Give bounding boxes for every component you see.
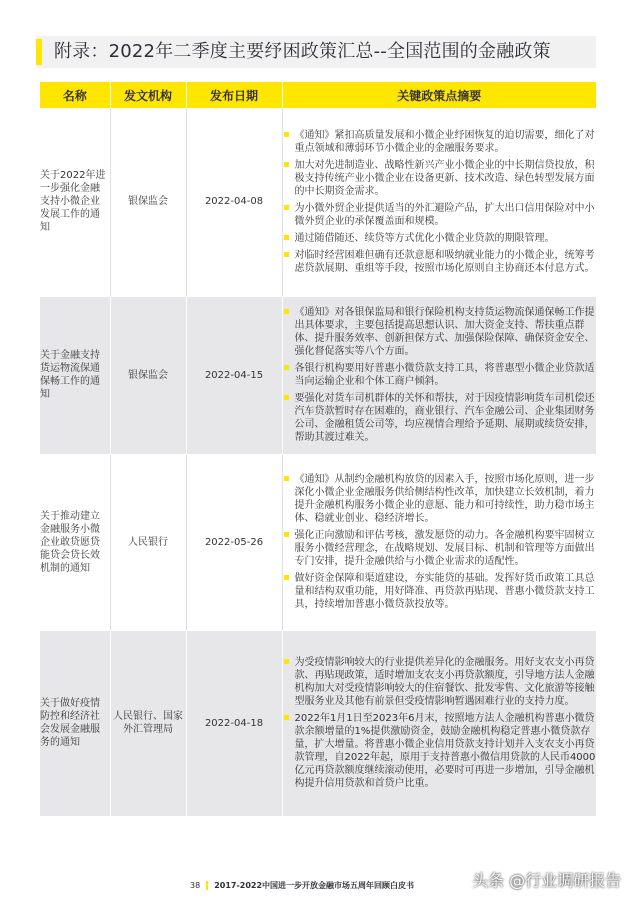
release-date: 2022-04-18 xyxy=(186,630,282,816)
summary-point: 2022年1月1日至2023年6月末，按照地方法人金融机构普惠小微贷款余额增量的1%提供激励资金，鼓励金融机构稳定普惠小微贷款存量，扩大增量。将普惠小微企业信用贷款支持计划并入支农支小再贷款管理，自2022年起，原用于支持普惠小微信用贷款的人民币4000亿元再贷款额度继续滚动使用，必要时可再进一步增加，引导金融机构提升信用贷款和首贷户比重。 xyxy=(283,712,597,790)
summary-point: 强化正向激励和评估考核，激发愿贷的动力。各金融机构要牢固树立服务小微经营理念，在战略规划、发展目标、机制和管理等方面做出专门安排，提升金融供给与小微企业需求的适配性。 xyxy=(283,529,597,568)
summary-point: 加大对先进制造业、战略性新兴产业小微企业的中长期信贷投放，积极支持传统产业小微企业在设备更新、技术改造、绿色转型发展方面的中长期资金需求。 xyxy=(283,159,597,198)
bullet-square-icon xyxy=(284,575,289,580)
header-name: 名称 xyxy=(40,82,110,108)
bullet-square-icon xyxy=(284,162,289,167)
policy-summary xyxy=(282,108,596,296)
summary-point: 做好资金保障和渠道建设，夯实能贷的基础。发挥好货币政策工具总量和结构双重功能，用好降准、再贷款再贴现、普惠小微贷款支持工具，持续增加普惠小微贷款投放等。 xyxy=(283,572,597,611)
summary-point: 对临时经营困难但确有还款意愿和吸纳就业能力的小微企业，统筹考虑贷款展期、重组等手段，按照市场化原则自主协商还本付息方式。 xyxy=(283,249,597,275)
bullet-square-icon xyxy=(284,309,289,314)
issuing-agency: 银保监会 xyxy=(110,108,186,296)
release-date: 2022-04-08 xyxy=(186,108,282,296)
bullet-square-icon xyxy=(284,715,289,720)
issuing-agency: 人民银行 xyxy=(110,454,186,630)
policy-name: 关于2022年进一步强化金融支持小微企业发展工作的通知 xyxy=(40,108,110,296)
summary-point: 各银行机构要用好普惠小微贷款支持工具，将普惠型小微企业贷款适当向运输企业和个体工商户倾斜。 xyxy=(283,362,597,388)
table-row xyxy=(40,630,596,816)
policy-summary xyxy=(282,630,596,816)
policy-table xyxy=(40,82,596,817)
bullet-square-icon xyxy=(284,659,289,664)
watermark: 头条 @行业调研报告 xyxy=(472,871,622,890)
summary-point: 为小微外贸企业提供适当的外汇避险产品，扩大出口信用保险对中小微外贸企业的承保覆盖面和规模。 xyxy=(283,202,597,228)
bullet-square-icon xyxy=(284,252,289,257)
summary-point: 为受疫情影响较大的行业提供差异化的金融服务。用好支农支小再贷款、再贴现政策，适时增加支农支小再贷款额度，引导地方法人金融机构加大对受疫情影响较大的住宿餐饮、批发零售、文化旅游等接触型服务业及其他有前景但受疫情影响暂遇困难行业的支持力度。 xyxy=(283,656,597,708)
policy-name: 关于做好疫情防控和经济社会发展金融服务的通知 xyxy=(40,630,110,816)
title-accent-bar xyxy=(36,39,42,65)
summary-list xyxy=(283,656,597,790)
bullet-square-icon xyxy=(284,395,289,400)
summary-point: 《通知》从制约金融机构放贷的因素入手，按照市场化原则，进一步深化小微企业金融服务供给侧结构性改革，加快建立长效机制，着力提升金融机构服务小微企业的意愿、能力和可持续性，助力稳市场主体、稳就业创业、稳经济增长。 xyxy=(283,473,597,525)
release-date: 2022-05-26 xyxy=(186,454,282,630)
bullet-square-icon xyxy=(284,476,289,481)
page-footer xyxy=(190,880,414,891)
summary-list xyxy=(283,306,597,444)
summary-point: 要强化对货车司机群体的关怀和帮扶，对于因疫情影响货车司机偿还汽车贷款暂时存在困难的，商业银行、汽车金融公司、企业集团财务公司、金融租赁公司等，均应视情合理给予延期、展期或续贷安排，帮助其渡过难关。 xyxy=(283,392,597,444)
footer-doc-title: 2017-2022中国进一步开放金融市场五周年回顾白皮书 xyxy=(214,881,415,890)
bullet-square-icon xyxy=(284,235,289,240)
page-number: 38 xyxy=(190,881,201,890)
summary-list xyxy=(283,129,597,275)
policy-name: 关于金融支持货运物流保通保畅工作的通知 xyxy=(40,296,110,454)
header-summary: 关键政策点摘要 xyxy=(282,82,596,108)
page-title: 附录：2022年二季度主要纾困政策汇总--全国范围的金融政策 xyxy=(54,41,551,62)
summary-point: 《通知》紧扣高质量发展和小微企业纾困恢复的迫切需要，细化了对重点领域和薄弱环节小微企业的金融服务要求。 xyxy=(283,129,597,155)
bullet-square-icon xyxy=(284,365,289,370)
policy-summary xyxy=(282,296,596,454)
policy-summary xyxy=(282,454,596,630)
policy-name: 关于推动建立金融服务小微企业敢贷愿贷能贷会贷长效机制的通知 xyxy=(40,454,110,630)
table-row xyxy=(40,108,596,296)
bullet-square-icon xyxy=(284,132,289,137)
table-header-row xyxy=(40,82,596,108)
table-row xyxy=(40,296,596,454)
bullet-square-icon xyxy=(284,205,289,210)
header-org: 发文机构 xyxy=(110,82,186,108)
issuing-agency: 人民银行、国家外汇管理局 xyxy=(110,630,186,816)
header-date: 发布日期 xyxy=(186,82,282,108)
release-date: 2022-04-15 xyxy=(186,296,282,454)
summary-point: 通过随借随还、续贷等方式优化小微企业贷款的期限管理。 xyxy=(283,232,597,245)
table-row xyxy=(40,454,596,630)
footer-divider xyxy=(206,881,208,890)
title-bar xyxy=(36,36,596,68)
summary-list xyxy=(283,473,597,611)
bullet-square-icon xyxy=(284,532,289,537)
summary-point: 《通知》对各银保监局和银行保险机构支持货运物流保通保畅工作提出具体要求，主要包括提高思想认识、加大资金支持、帮扶重点群体、提升服务效率、创新担保方式、加强保险保障、确保资金安全、强化督促落实等八个方面。 xyxy=(283,306,597,358)
issuing-agency: 银保监会 xyxy=(110,296,186,454)
